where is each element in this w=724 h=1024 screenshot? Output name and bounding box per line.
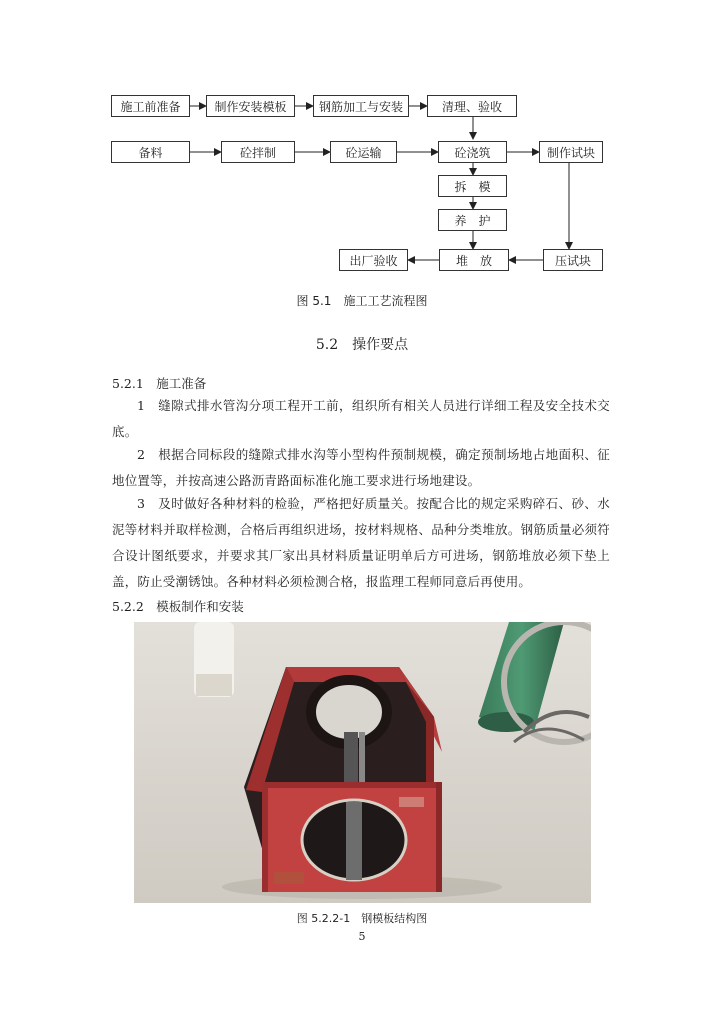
page-number: 5 — [358, 930, 366, 943]
node-mix: 砼拌制 — [221, 141, 295, 163]
node-demold: 拆 模 — [438, 175, 507, 197]
figure-caption-formwork: 图 5.2.2-1 钢模板结构图 — [296, 912, 428, 925]
node-factory: 出厂验收 — [339, 249, 408, 271]
subsection-heading-prep: 5.2.1 施工准备 — [112, 376, 207, 391]
paragraph-1: 1 缝隙式排水管沟分项工程开工前，组织所有相关人员进行详细工程及安全技术交底。 — [112, 398, 610, 439]
figure-caption-flowchart: 图 5.1 施工工艺流程图 — [296, 294, 428, 308]
node-press: 压试块 — [543, 249, 603, 271]
node-stack: 堆 放 — [439, 249, 509, 271]
node-pour: 砼浇筑 — [438, 141, 507, 163]
section-title: 5.2 操作要点 — [315, 337, 409, 353]
node-formwork: 制作安装模板 — [206, 95, 295, 117]
paragraph-2: 2 根据合同标段的缝隙式排水沟等小型构件预制规模，确定预制场地占地面积、征地位置等，并按高速公路沥青路面标准化施工要求进行场地建设。 — [112, 447, 610, 488]
subsection-heading-formwork: 5.2.2 模板制作和安装 — [112, 599, 244, 614]
node-rebar: 钢筋加工与安装 — [313, 95, 409, 117]
node-transport: 砼运输 — [330, 141, 397, 163]
node-cure: 养 护 — [438, 209, 507, 231]
process-flowchart — [0, 0, 724, 280]
node-clean: 清理、验收 — [427, 95, 517, 117]
paragraph-3: 3 及时做好各种材料的检验，严格把好质量关。按配合比的规定采购碎石、砂、水泥等材料并取样检测，合格后再组织进场，按材料规格、品种分类堆放。钢筋质量必须符合设计图纸要求，并要求其厂家出具材料质量证明单后方可进场，钢筋堆放必须下垫上盖，防止受潮锈蚀。各种材料必须检测合格，报监理工程师同意后再使用。 — [112, 496, 610, 589]
steel-formwork-photo — [134, 622, 591, 903]
node-specimen: 制作试块 — [539, 141, 603, 163]
node-prep: 施工前准备 — [111, 95, 190, 117]
node-material: 备料 — [111, 141, 190, 163]
flowchart-arrows — [0, 0, 724, 280]
